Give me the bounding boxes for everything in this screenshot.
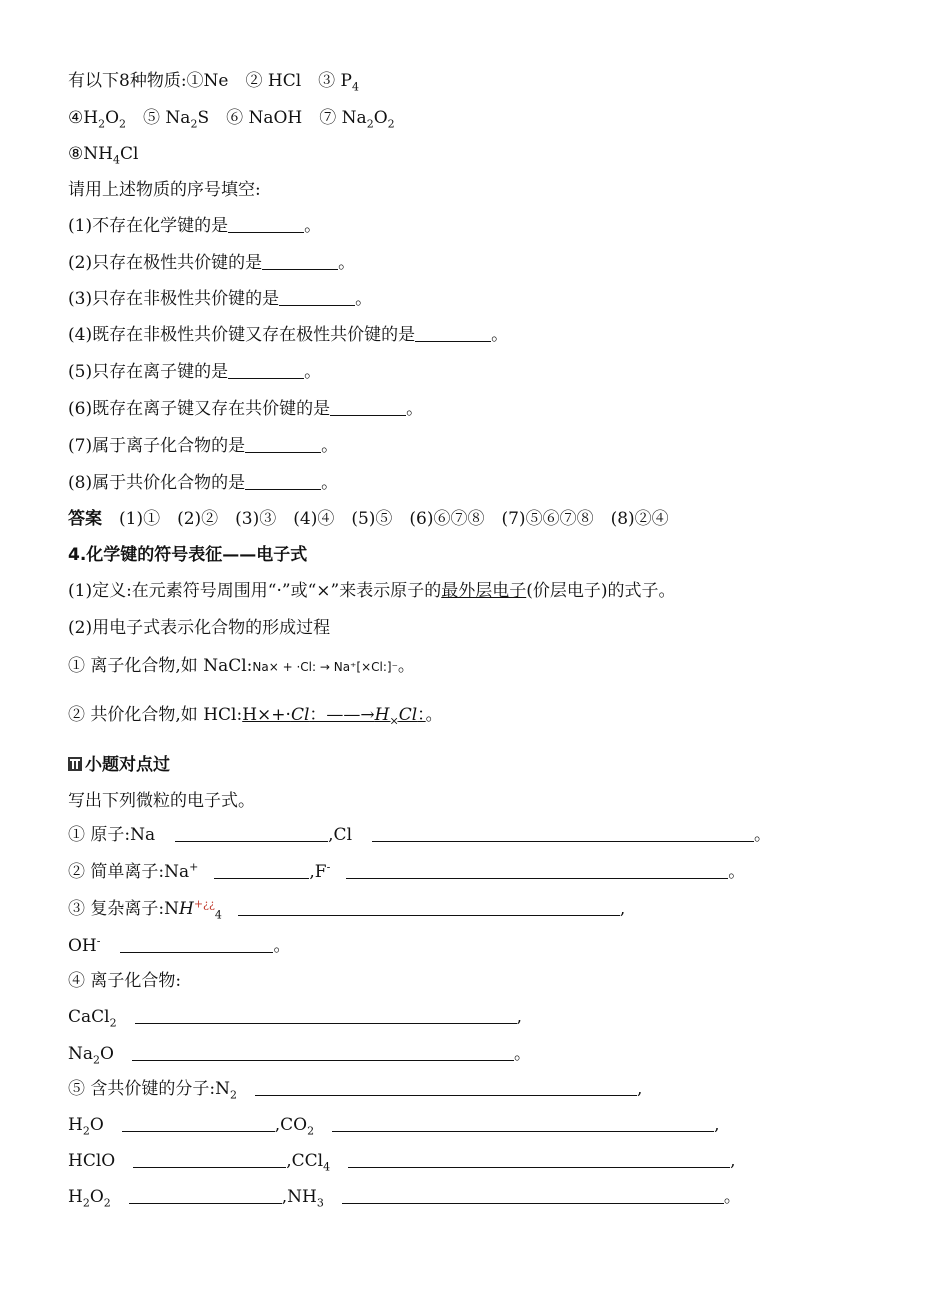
question-6: (6)既存在离子键又存在共价键的是 。: [68, 399, 424, 419]
intro-line-2: $④H_2O_2$ ⑤ $Na_2S$ ⑥ NaOH ⑦ $Na_2O_2$: [68, 108, 395, 131]
answer-blank[interactable]: [132, 1044, 514, 1061]
question-8: (8)属于共价化合物的是 。: [68, 473, 339, 493]
practice-row-5: ④ 离子化合物:: [68, 971, 182, 991]
answer-blank[interactable]: [415, 325, 491, 342]
practice-row-4: OH- 。: [68, 934, 291, 956]
practice-row-1: ① 原子:Na ,Cl 。: [68, 825, 772, 845]
answer-blank[interactable]: [372, 825, 754, 842]
answer-blank[interactable]: [135, 1007, 517, 1024]
answer-blank[interactable]: [228, 362, 304, 379]
practice-row-7: $Na_2O$ 。: [68, 1044, 531, 1067]
ionic-example: ① 离子化合物,如 NaCl:Na× + ·Cl: → Na⁺[×Cl:]⁻。: [68, 656, 415, 676]
answer-blank[interactable]: [228, 216, 304, 233]
question-4: (4)既存在非极性共价键又存在极性共价键的是 。: [68, 325, 509, 345]
answer-blank[interactable]: [122, 1115, 275, 1132]
answer-line: 答案 (1)① (2)② (3)③ (4)④ (5)⑤ (6)⑥⑦⑧ (7)⑤⑥⑦⑧ (8)②④: [68, 509, 669, 529]
intro-line-3: $⑧NH_4Cl$: [68, 144, 139, 167]
practice-row-9: $H_2O$ $,CO_2$ ,: [68, 1115, 720, 1138]
answer-blank[interactable]: [255, 1079, 637, 1096]
answer-blank[interactable]: [245, 436, 321, 453]
practice-row-8: ⑤ 含共价键的分子$:N_2$ ,: [68, 1079, 643, 1102]
practice-row-11: $H_2O_2$ $,NH_3$ 。: [68, 1187, 741, 1210]
practice-row-10: HClO ,CCl$_4$ ,: [68, 1151, 736, 1174]
answer-blank[interactable]: [245, 473, 321, 490]
intro-line-4: 请用上述物质的序号填空:: [68, 180, 261, 200]
question-5: (5)只存在离子键的是 。: [68, 362, 322, 382]
practice-icon: [68, 757, 82, 771]
answer-blank[interactable]: [238, 899, 620, 916]
formation-line: (2)用电子式表示化合物的形成过程: [68, 618, 331, 638]
practice-row-6: CaCl$_2$ ,: [68, 1007, 522, 1030]
practice-row-3: ③ 复杂离子$:NH^{+¿¿}_4$ ,: [68, 897, 626, 922]
practice-heading: 小题对点过: [68, 754, 170, 776]
covalent-example: ② 共价化合物,如 HCl:H×+·Cl：$——\to H_\times Cl$：。: [68, 705, 443, 728]
practice-row-2: ② 简单离子:Na+ ,F- 。: [68, 860, 746, 882]
answer-blank[interactable]: [348, 1151, 730, 1168]
nacl-electron-formula: Na× + ·Cl: → Na⁺[×Cl:]⁻: [252, 660, 398, 674]
answer-blank[interactable]: [332, 1115, 714, 1132]
answer-blank[interactable]: [133, 1151, 286, 1168]
answer-blank[interactable]: [330, 399, 406, 416]
answer-blank[interactable]: [175, 825, 328, 842]
question-3: (3)只存在非极性共价键的是 。: [68, 289, 373, 309]
question-7: (7)属于离子化合物的是 。: [68, 436, 339, 456]
answer-blank[interactable]: [120, 936, 273, 953]
answer-blank[interactable]: [129, 1187, 282, 1204]
answer-blank[interactable]: [342, 1187, 724, 1204]
answer-blank[interactable]: [214, 862, 309, 879]
section-heading: 4.化学键的符号表征——电子式: [68, 545, 308, 565]
answer-blank[interactable]: [346, 862, 728, 879]
answer-blank[interactable]: [262, 253, 338, 270]
definition-line: (1)定义:在元素符号周围用“·”或“×”来表示原子的最外层电子(价层电子)的式子。: [68, 581, 676, 601]
answer-label: 答案: [68, 509, 102, 529]
intro-line-1: 有以下8种物质:①Ne ② HCl ③ $P_4$: [68, 71, 359, 94]
answer-blank[interactable]: [279, 289, 355, 306]
question-1: (1)不存在化学键的是 。: [68, 216, 322, 236]
question-2: (2)只存在极性共价键的是 。: [68, 253, 356, 273]
practice-intro: 写出下列微粒的电子式。: [68, 791, 255, 811]
